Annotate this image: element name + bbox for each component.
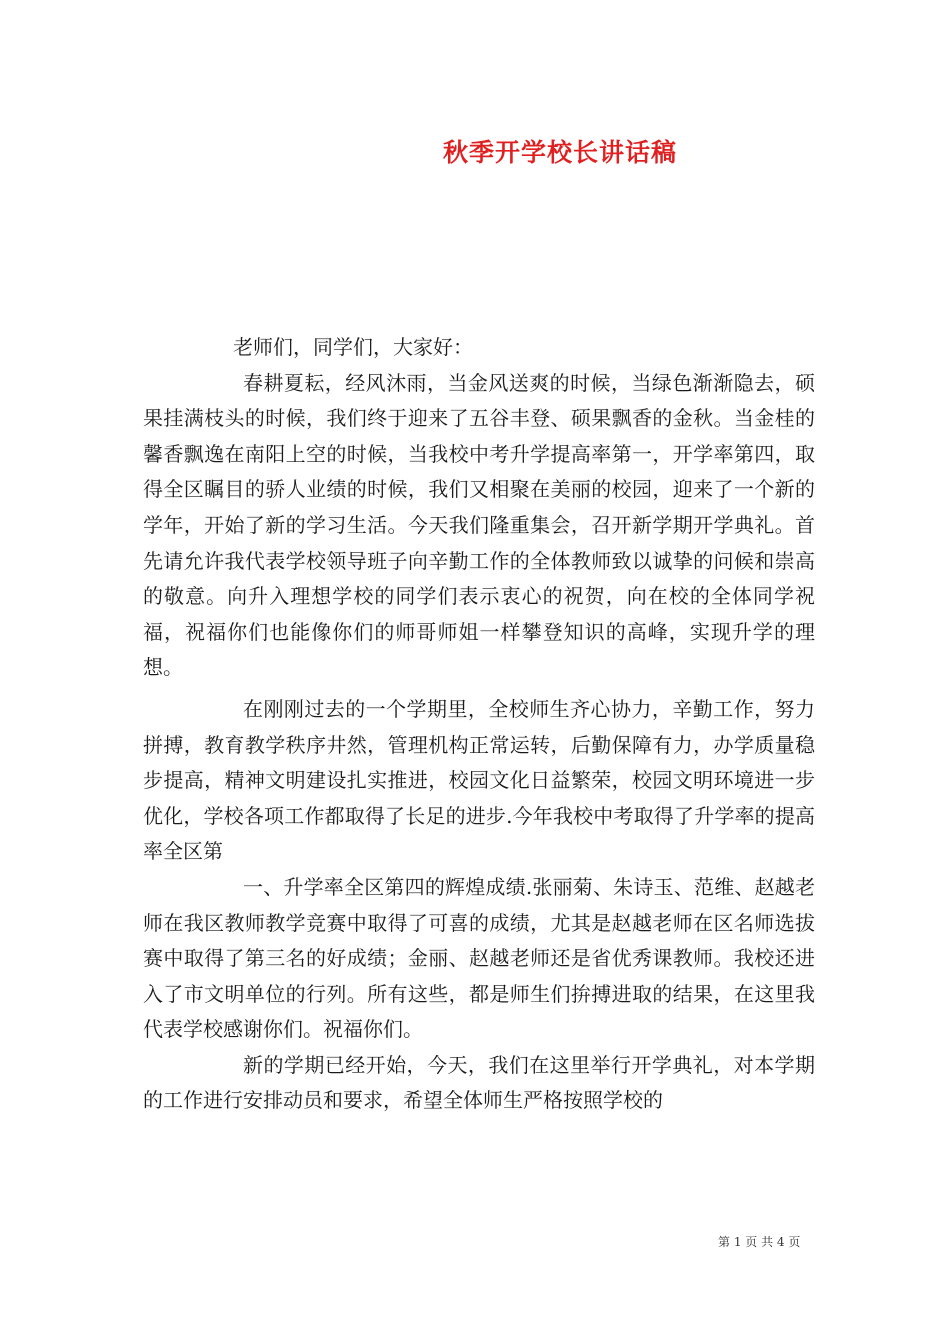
greeting-line: 老师们，同学们，大家好：	[233, 335, 473, 359]
paragraph-4: 新的学期已经开始，今天，我们在这里举行开学典礼，对本学期的工作进行安排动员和要求，希望全体师生严格按照学校的	[143, 1052, 815, 1113]
paragraph-1: 春耕夏耘，经风沐雨，当金风送爽的时候，当绿色渐渐隐去，硕果挂满枝头的时候，我们终于迎来了五谷丰登、硕果飘香的金秋。当金桂的馨香飘逸在南阳上空的时候，当我校中考升学提高率第一，开学率第四，取得全区瞩目的骄人业绩的时候，我们又相聚在美丽的校园，迎来了一个新的学年，开始了新的学习生活。今天我们隆重集会，召开新学期开学典礼。首先请允许我代表学校领导班子向辛勤工作的全体教师致以诚挚的问候和崇高的敬意。向升入理想学校的同学们表示衷心的祝贺，向在校的全体同学祝福，祝福你们也能像你们的师哥师姐一样攀登知识的高峰，实现升学的理想。	[143, 370, 815, 680]
document-title: 秋季开学校长讲话稿	[442, 138, 677, 167]
paragraph-3: 一、升学率全区第四的辉煌成绩.张丽菊、朱诗玉、范维、赵越老师在我区教师教学竞赛中取得了可喜的成绩，尤其是赵越老师在区名师选拔赛中取得了第三名的好成绩；金丽、赵越老师还是省优秀课教师。我校还进入了市文明单位的行列。所有这些，都是师生们拚搏进取的结果，在这里我代表学校感谢你们。祝福你们。	[143, 874, 815, 1042]
document-body	[143, 330, 815, 1119]
paragraph-2: 在刚刚过去的一个学期里，全校师生齐心协力，辛勤工作，努力拼搏，教育教学秩序井然，管理机构正常运转，后勤保障有力，办学质量稳步提高，精神文明建设扎实推进，校园文化日益繁荣，校园文明环境进一步优化，学校各项工作都取得了长足的进步.今年我校中考取得了升学率的提高率全区第	[143, 696, 815, 864]
page-number: 第 1 页 共 4 页	[718, 1235, 801, 1249]
